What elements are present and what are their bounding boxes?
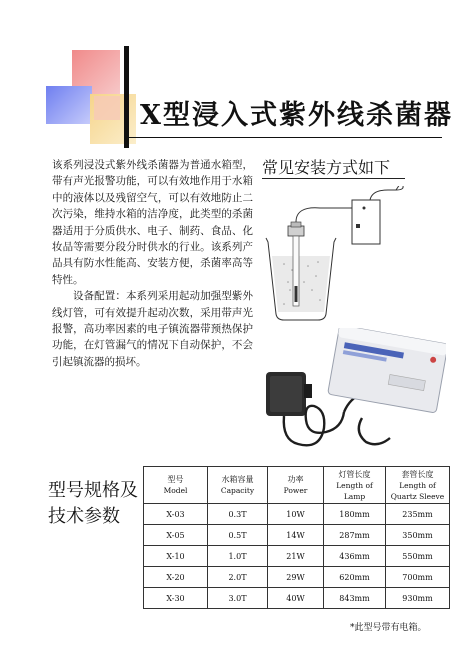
config-paragraph: 设备配置：本系列采用起动加强型紫外线灯管，可有效提升起动次数，采用带声光报警，高功率因素的电子镇流器带预热保护功能，在灯管漏气的情况下自动保护，不会引起镇流器的损坏。	[52, 290, 253, 368]
cell-sleeve-length: 550mm	[386, 546, 450, 567]
install-heading-underline	[262, 178, 405, 179]
install-heading: 常见安装方式如下	[262, 158, 391, 177]
spec-heading: 型号规格及技术参数	[48, 480, 138, 527]
table-row	[144, 567, 450, 588]
cell-power: 14W	[268, 525, 324, 546]
cell-capacity: 2.0T	[208, 567, 268, 588]
device-photo	[262, 328, 446, 454]
cell-model: X-05	[144, 525, 208, 546]
cell-lamp-length: 436mm	[324, 546, 386, 567]
header-sleeve-length: 套管长度 Length of Quartz Sleeve	[386, 467, 450, 504]
table-row	[144, 504, 450, 525]
cell-lamp-length: 287mm	[324, 525, 386, 546]
table-row	[144, 546, 450, 567]
lamp-cable	[296, 208, 355, 222]
lamp-cap	[288, 226, 304, 236]
cell-power: 21W	[268, 546, 324, 567]
cell-capacity: 1.0T	[208, 546, 268, 567]
cell-sleeve-length: 235mm	[386, 504, 450, 525]
cell-model: X-20	[144, 567, 208, 588]
cell-model: X-30	[144, 588, 208, 609]
cell-power: 40W	[268, 588, 324, 609]
header-model: 型号 Model	[144, 467, 208, 504]
power-cord	[370, 186, 403, 200]
decor-square-blue	[46, 86, 92, 124]
cell-capacity: 0.3T	[208, 504, 268, 525]
cell-lamp-length: 620mm	[324, 567, 386, 588]
header-lamp-length: 灯管长度 Length of Lamp	[324, 467, 386, 504]
ballast-box	[328, 328, 446, 413]
cell-sleeve-length: 930mm	[386, 588, 450, 609]
cell-capacity: 3.0T	[208, 588, 268, 609]
spec-table	[143, 466, 450, 609]
installation-diagram	[260, 186, 410, 326]
cell-power: 29W	[268, 567, 324, 588]
cell-sleeve-length: 700mm	[386, 567, 450, 588]
header-rule	[124, 137, 442, 138]
footnote: *此型号带有电箱。	[350, 623, 427, 633]
cell-lamp-length: 180mm	[324, 504, 386, 525]
lamp-output-cable	[359, 418, 390, 444]
decor-square-overlap	[94, 96, 120, 120]
intro-text	[52, 157, 253, 370]
header-capacity: 水箱容量 Capacity	[208, 467, 268, 504]
tank-water	[272, 256, 330, 312]
lamp-bottom	[295, 286, 298, 302]
table-header-row	[144, 467, 450, 504]
cell-sleeve-length: 350mm	[386, 525, 450, 546]
cell-model: X-10	[144, 546, 208, 567]
header-power: 功率 Power	[268, 467, 324, 504]
control-box	[352, 200, 380, 244]
table-row	[144, 525, 450, 546]
cell-model: X-03	[144, 504, 208, 525]
cell-lamp-length: 843mm	[324, 588, 386, 609]
header-vertical-bar	[124, 46, 129, 148]
page-title: X型浸入式紫外线杀菌器	[140, 100, 453, 131]
cell-capacity: 0.5T	[208, 525, 268, 546]
intro-paragraph: 该系列浸没式紫外线杀菌器为普通水箱型，带有声光报警功能，可以有效地作用于水箱中的液体以及残留空气，可以有效地防止二次污染，维持水箱的洁净度，此类型的杀菌器适用于分质供水、电子、制药、食品、化妆品等需要分段分时供水的行业。该系列产品具有防水性能高、安装方便，杀菌率高等特性。	[52, 159, 253, 286]
table-row	[144, 588, 450, 609]
cell-power: 10W	[268, 504, 324, 525]
